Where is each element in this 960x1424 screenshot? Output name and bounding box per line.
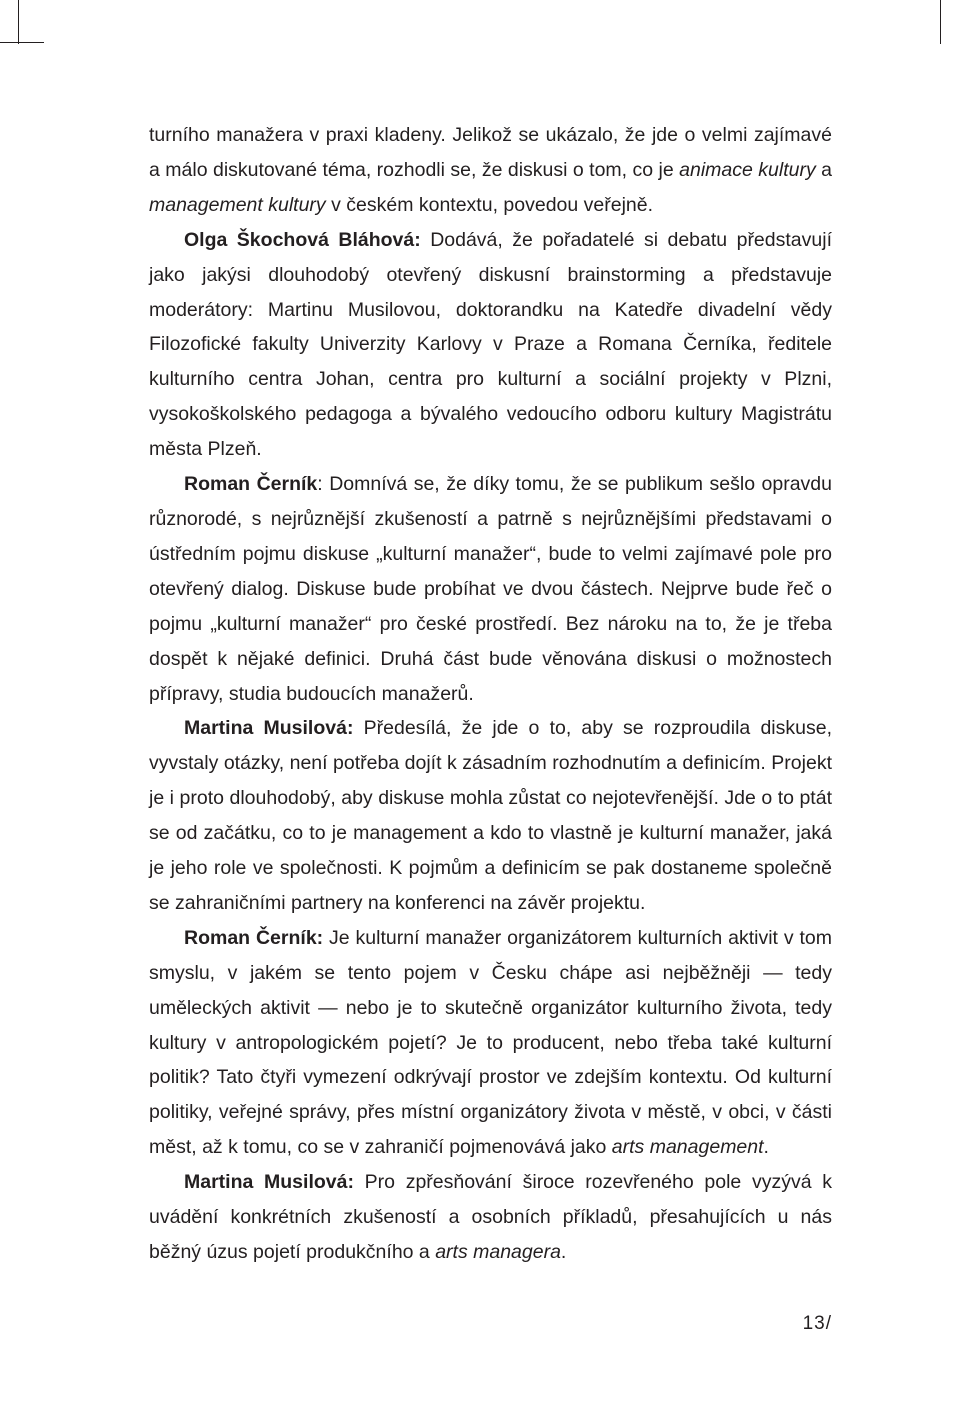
paragraph-roman-cernik-1 — [149, 467, 832, 711]
page-number: 13/ — [802, 1313, 832, 1334]
speaker-name: Roman Černík: — [184, 926, 324, 949]
paragraph-text: Pro zpřesňování široce rozevřeného pole vyzývá k uvádění konkrétních zkušeností a osobních příkladů, přesahujících u nás běžný úzus pojetí produkčního a — [149, 1171, 832, 1263]
text-segment-italic: animace kultury — [679, 158, 816, 181]
paragraph-text: : Domnívá se, že díky tomu, že se publikum sešlo opravdu různorodé, s nejrůznější zkušeností a patrně s nejrůznějšími představami o ústředním pojmu diskuse „kulturní manažer“, bude to velmi zajímavé pole pro otevřený dialog. Diskuse bude probíhat ve dvou částech. Nejprve bude řeč o pojmu „kulturní manažer“ pro české prostředí. Bez nároku na to, že je třeba dospět k nějaké definici. Druhá část bude věnována diskusi o možnostech přípravy, studia budoucích manažerů. — [149, 473, 833, 705]
crop-mark-top-right — [940, 0, 941, 44]
crop-mark-top-left — [18, 0, 19, 44]
page-body — [149, 118, 832, 1270]
paragraph-roman-cernik-2 — [149, 921, 832, 1165]
paragraph-martina-musilova-1 — [149, 711, 832, 920]
paragraph-continuation — [149, 118, 832, 223]
speaker-name: Roman Černík — [184, 473, 318, 496]
speaker-name: Martina Musilová: — [184, 1171, 354, 1194]
text-segment-italic: arts managera — [435, 1241, 561, 1263]
paragraph-text: Předesílá, že jde o to, aby se rozproudila diskuse, vyvstaly otázky, není potřeba dojít k zásadním rozhodnutím a definicím. Projekt je i proto dlouhodobý, aby diskuse mohla zůstat co nejotevřenější. Jde o to ptát se od začátku, co to je management a kdo to vlastně je kulturní manažer, jaká je jeho role ve společnosti. K pojmům a definicím se pak dostaneme společně se zahraničními partnery na konferenci na závěr projektu. — [149, 717, 832, 914]
text-segment-italic: arts management — [611, 1136, 764, 1159]
paragraph-martina-musilova-2 — [149, 1165, 832, 1270]
paragraph-text: Dodává, že pořadatelé si debatu představují jako jakýsi dlouhodobý otevřený diskusní brainstorming a představuje moderátory: Martinu Musilovou, doktorandku na Katedře divadelní vědy Filozofické fakulty Univerzity Karlovy v Praze a Romana Černíka, ředitele kulturního centra Johan, centra pro kulturní a sociální projekty v Plzni, vysokoškolského pedagoga a bývalého vedoucího odboru kultury Magistrátu města Plzeň. — [149, 228, 832, 461]
text-segment: . — [763, 1136, 769, 1159]
text-segment-italic: management kultury — [149, 193, 326, 216]
speaker-name: Olga Škochová Bláhová: — [184, 228, 421, 251]
crop-mark-left-top — [0, 42, 44, 43]
text-segment: . — [560, 1241, 567, 1263]
paragraph-olga-skochova-blahova — [149, 223, 832, 467]
speaker-name: Martina Musilová: — [184, 717, 354, 740]
text-segment: v českém kontextu, povedou veřejně. — [325, 193, 654, 216]
paragraph-text: Je kulturní manažer organizátorem kulturních aktivit v tom smyslu, v jakém se tento pojem v Česku chápe asi nejběžněji — tedy uměleckých aktivit — nebo je to skutečně organizátor kulturního života, tedy kultury v antropologickém pojetí? Je to producent, nebo třeba také kulturní politik? Tato čtyři vymezení odkrývají prostor ve zdejším kontextu. Od kulturní politiky, veřejné správy, přes místní organizátory života v městě, v obci, v části měst, až k tomu, co se v zahraničí pojmenovává jako — [149, 926, 832, 1159]
text-segment: turního manažera v praxi kladeny. Jelikož se ukázalo, že jde o velmi zajímavé a málo diskutované téma, rozhodli se, že diskusi o tom, co je — [149, 124, 832, 181]
paragraph-text — [149, 124, 832, 216]
text-segment: a — [815, 158, 832, 181]
